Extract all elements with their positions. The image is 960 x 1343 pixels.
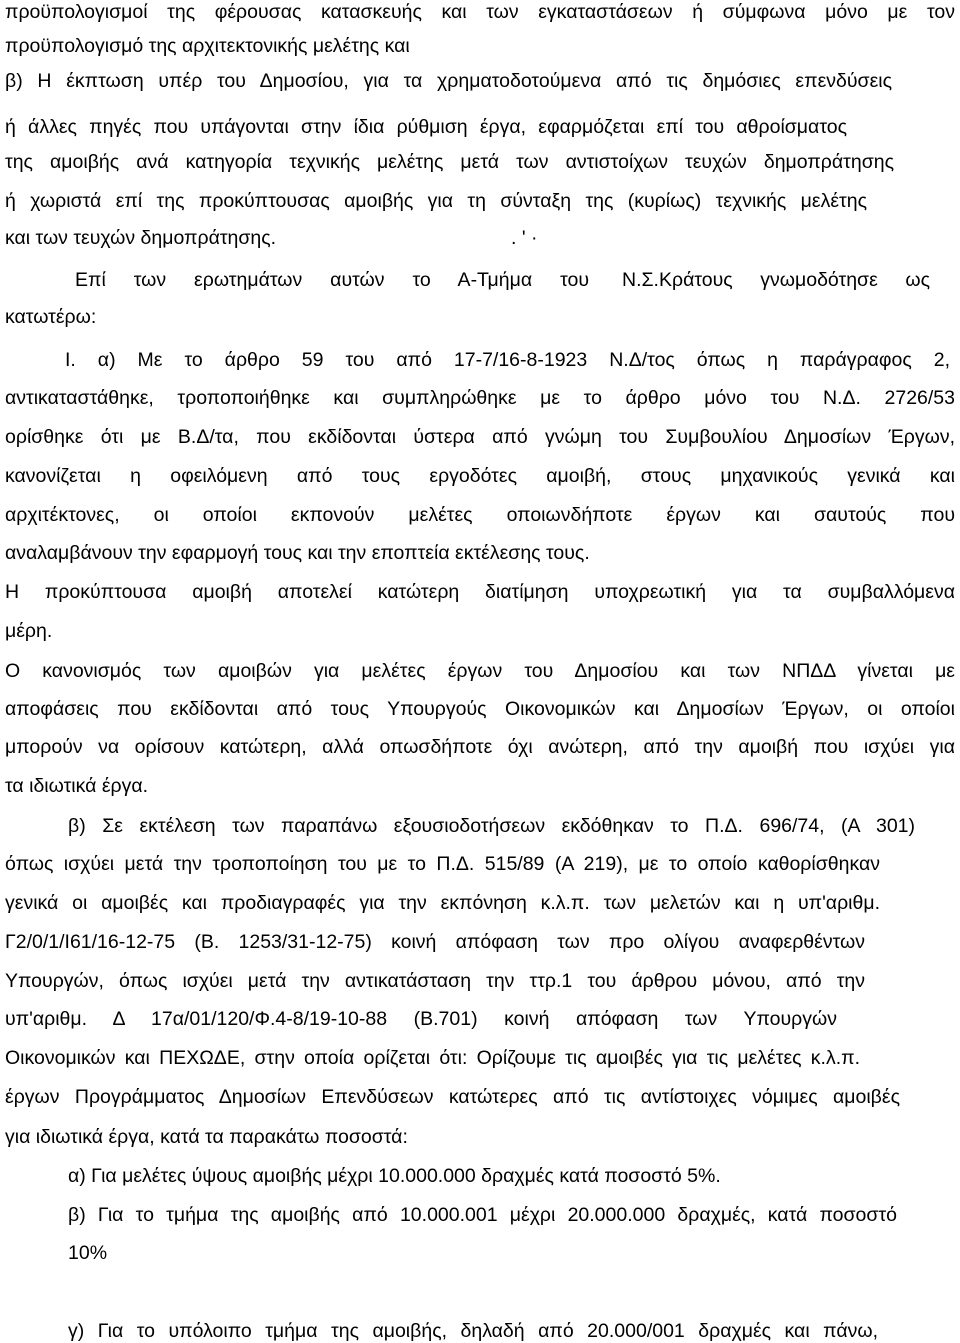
text-line: Οικονομικών και ΠΕΧΩΔΕ, στην οποία ορίζεται ότι: Ορίζουμε τις αμοιβές για τις μελέτες κ.λ.π. — [5, 1047, 860, 1069]
text-line: Ι. α) Με το άρθρο 59 του από 17-7/16-8-1923 Ν.Δ/τος όπως η παράγραφος 2, — [65, 349, 950, 371]
text-line: όπως ισχύει μετά την τροποποίηση του με το Π.Δ. 515/89 (Α 219), με το οποίο καθορίσθηκαν — [5, 853, 880, 875]
text-line: β) Η έκπτωση υπέρ του Δημοσίου, για τα χρηματοδοτούμενα από τις δημόσιες επενδύσεις — [5, 70, 892, 92]
text-line: ή άλλες πηγές που υπάγονται στην ίδια ρύθμιση έργα, εφαρμόζεται επί του αθροίσματος — [5, 116, 847, 138]
text-line: β) Σε εκτέλεση των παραπάνω εξουσιοδοτήσεων εκδόθηκαν το Π.Δ. 696/74, (Α 301) — [68, 815, 915, 837]
text-line: Γ2/0/1/Ι61/16-12-75 (Β. 1253/31-12-75) κοινή απόφαση των προ ολίγου αναφερθέντων — [5, 931, 865, 953]
text-line: ή χωριστά επί της προκύπτουσας αμοιβής για τη σύνταξη της (κυρίως) τεχνικής μελέτης — [5, 190, 867, 212]
text-line: αναλαμβάνουν την εφαρμογή τους και την εποπτεία εκτέλεσης τους. — [5, 542, 590, 564]
text-line: Η προκύπτουσα αμοιβή αποτελεί κατώτερη διατίμηση υποχρεωτική για τα συμβαλλόμενα — [5, 581, 955, 603]
text-line: αποφάσεις που εκδίδονται από τους Υπουργούς Οικονομικών και Δημοσίων Έργων, οι οποίοι — [5, 698, 955, 720]
text-line: β) Για το τμήμα της αμοιβής από 10.000.001 μέχρι 20.000.000 δραχμές, κατά ποσοστό — [68, 1204, 897, 1226]
text-line: τα ιδιωτικά έργα. — [5, 775, 149, 797]
text-line: Ν.Σ.Κράτους γνωμοδότησε ως — [622, 269, 930, 291]
text-line: Ο κανονισμός των αμοιβών για μελέτες έργων του Δημοσίου και των ΝΠΔΔ γίνεται με — [5, 660, 955, 682]
text-line: 10% — [68, 1242, 108, 1264]
text-line: προϋπολογισμοί της φέρουσας κατασκευής και των εγκαταστάσεων ή σύμφωνα μόνο με τον — [5, 1, 955, 23]
text-line: αντικαταστάθηκε, τροποποιήθηκε και συμπληρώθηκε με το άρθρο μόνο του Ν.Δ. 2726/53 — [5, 387, 955, 409]
text-line: για ιδιωτικά έργα, κατά τα παρακάτω ποσοστά: — [5, 1126, 408, 1148]
text-line: υπ'αριθμ. Δ 17α/01/120/Φ.4-8/19-10-88 (Β.701) κοινή απόφαση των Υπουργών — [5, 1008, 837, 1030]
text-line: αρχιτέκτονες, οι οποίοι εκπονούν μελέτες οποιωνδήποτε έργων και σαυτούς που — [5, 504, 955, 526]
text-line: έργων Προγράμματος Δημοσίων Επενδύσεων κατώτερες από τις αντίστοιχες νόμιμες αμοιβές — [5, 1086, 900, 1108]
text-line: α) Για μελέτες ύψους αμοιβής μέχρι 10.000.000 δραχμές κατά ποσοστό 5%. — [68, 1165, 721, 1187]
text-line: Υπουργών, όπως ισχύει μετά την αντικατάσταση την ττρ.1 του άρθρου μόνου, από την — [5, 970, 865, 992]
text-line: κατωτέρω: — [5, 306, 97, 328]
text-line: μέρη. — [5, 620, 53, 642]
text-line: γ) Για το υπόλοιπο τμήμα της αμοιβής, δηλαδή από 20.000/001 δραχμές και πάνω, — [68, 1320, 878, 1342]
text-line: της αμοιβής ανά κατηγορία τεχνικής μελέτης μετά των αντιστοίχων τευχών δημοπράτησης — [5, 151, 894, 173]
text-line: προϋπολογισμό της αρχιτεκτονικής μελέτης και — [5, 35, 410, 57]
text-line: κανονίζεται η οφειλόμενη από τους εργοδότες αμοιβή, στους μηχανικούς γενικά και — [5, 465, 955, 487]
text-line: γενικά οι αμοιβές και προδιαγραφές για την εκπόνηση κ.λ.π. των μελετών και η υπ'αριθμ. — [5, 892, 880, 914]
text-line: και των τευχών δημοπράτησης. — [5, 227, 277, 249]
stray-marks: . ' · — [511, 227, 538, 249]
text-line: Επί των ερωτημάτων αυτών το Α-Τμήμα του — [75, 269, 589, 291]
text-line: ορίσθηκε ότι με Β.Δ/τα, που εκδίδονται ύστερα από γνώμη του Συμβουλίου Δημοσίων Έργων, — [5, 426, 955, 448]
text-line: μπορούν να ορίσουν κατώτερη, αλλά οπωσδήποτε όχι ανώτερη, από την αμοιβή που ισχύει για — [5, 736, 955, 758]
